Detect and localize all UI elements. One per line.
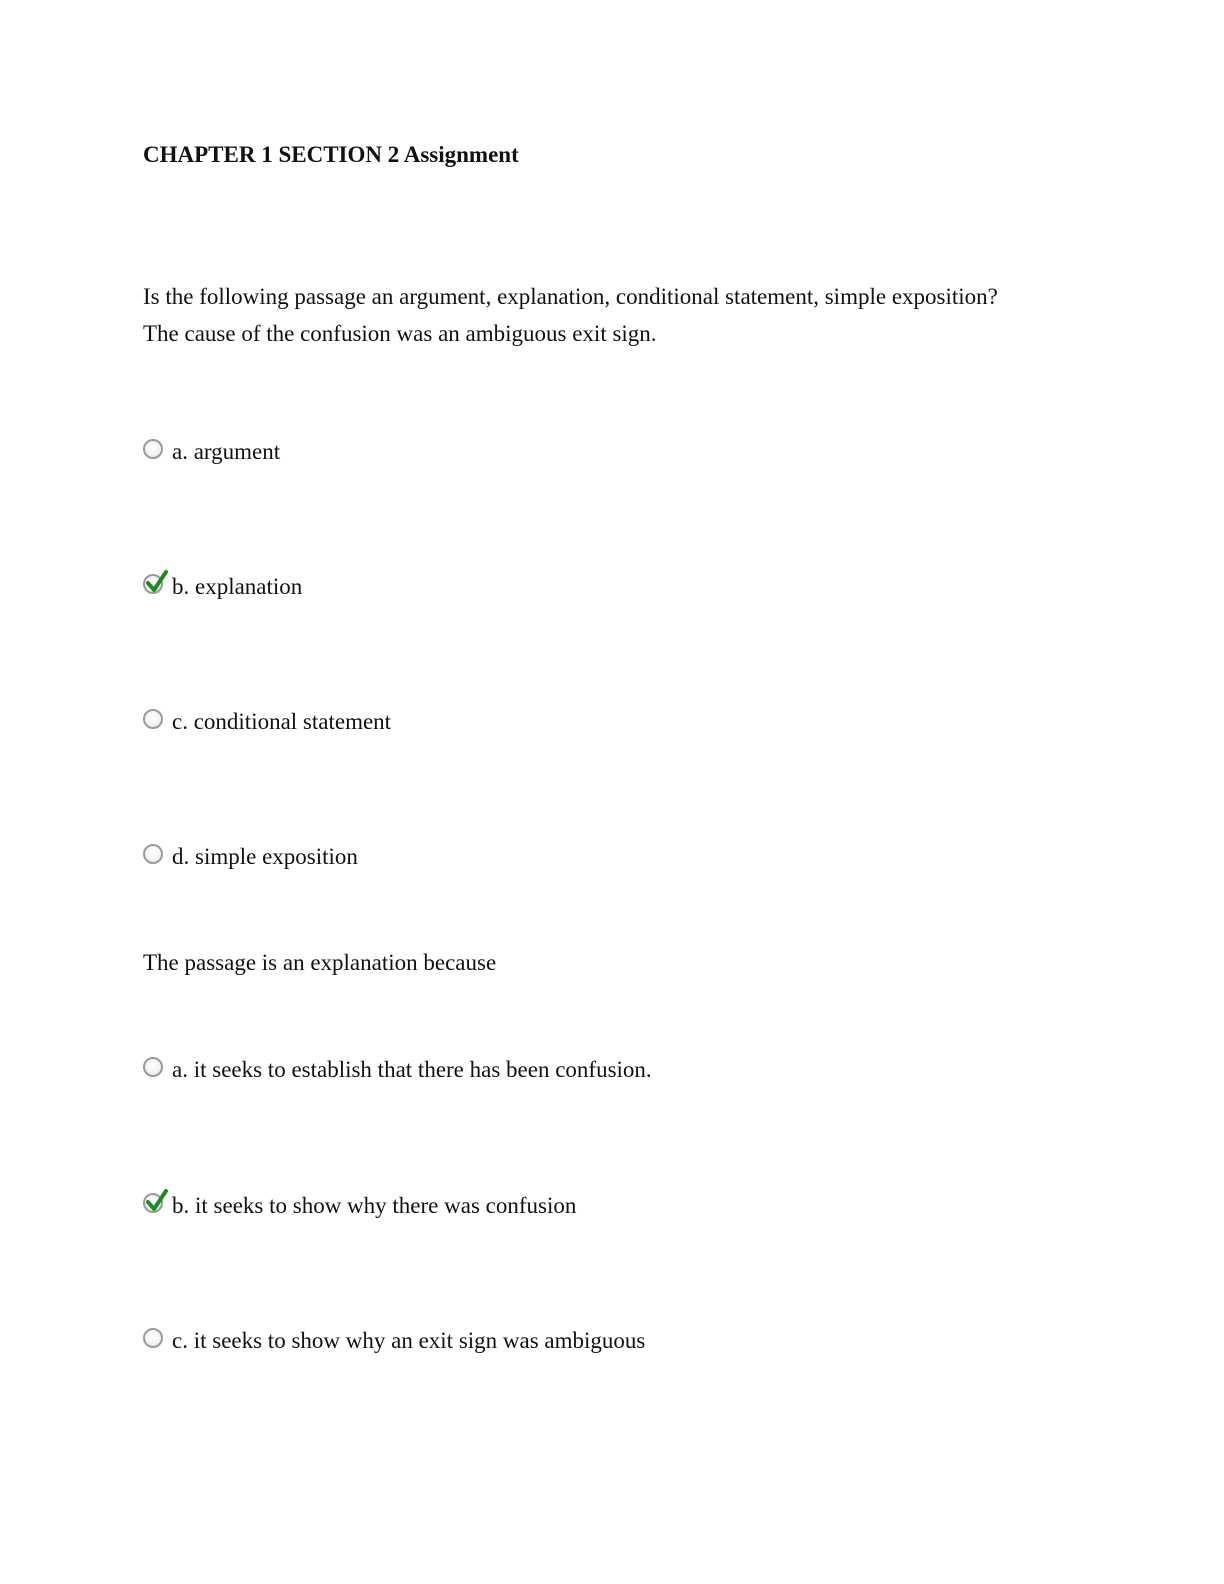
radio-unchecked-icon[interactable] <box>143 439 163 459</box>
option-label: d. simple exposition <box>172 844 358 869</box>
question-1-prompt-line-1: Is the following passage an argument, explanation, conditional statement, simple exposition? <box>143 284 998 309</box>
question-2-prompt: The passage is an explanation because <box>143 950 497 975</box>
check-mark-icon <box>145 1189 169 1213</box>
question-1-prompt-line-2: The cause of the confusion was an ambiguous exit sign. <box>143 321 657 346</box>
radio-unchecked-icon[interactable] <box>143 844 163 864</box>
question-2-option-b[interactable] <box>143 1191 576 1221</box>
radio-checked[interactable] <box>143 574 163 594</box>
radio-unchecked-icon[interactable] <box>143 709 163 729</box>
question-1-option-c[interactable] <box>143 707 391 737</box>
radio-checked[interactable] <box>143 1193 163 1213</box>
radio-unchecked-icon[interactable] <box>143 1328 163 1348</box>
question-1-option-d[interactable] <box>143 842 358 872</box>
question-1-option-b[interactable] <box>143 572 302 602</box>
option-label: c. conditional statement <box>172 709 392 734</box>
question-2-option-a[interactable] <box>143 1055 652 1085</box>
question-2-option-c[interactable] <box>143 1326 645 1356</box>
question-1-option-a[interactable] <box>143 437 280 467</box>
page-title: CHAPTER 1 SECTION 2 Assignment <box>143 142 519 167</box>
radio-unchecked-icon[interactable] <box>143 1057 163 1077</box>
question-1-prompt <box>143 278 998 352</box>
option-label: c. it seeks to show why an exit sign was ambiguous <box>172 1328 646 1353</box>
option-label: a. argument <box>172 439 281 464</box>
check-mark-icon <box>145 570 169 594</box>
option-label: b. it seeks to show why there was confusion <box>172 1193 577 1218</box>
option-label: a. it seeks to establish that there has been confusion. <box>172 1057 652 1082</box>
option-label: b. explanation <box>172 574 303 599</box>
